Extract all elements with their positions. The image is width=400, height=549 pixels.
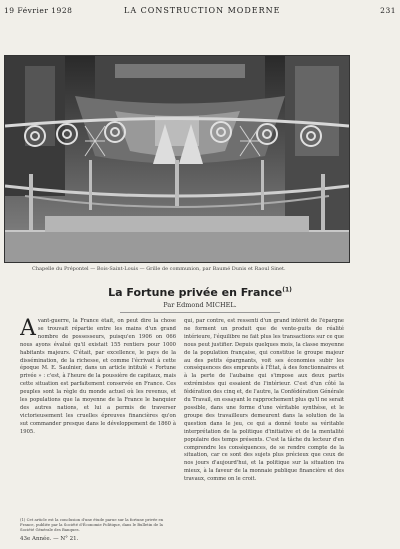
- running-header: [4, 4, 396, 16]
- chapel-grille-photo: [4, 55, 350, 263]
- page-number: 231: [380, 6, 396, 15]
- column-1-text: vant-guerre, la France était, on peut dire la chose se trouvait répartie entre les mains d'un grand nombre de possesseurs, puisqu'en 1906 on 066 nous ayons évalué qu'il existait 155 rentiers pour 1000 habitants majeurs. C'était, par excellence, le pays de la dissémination, de la richesse, et comme l'écrivait à cette époque M. E. Saulnier, dans un article intitulé « Fortune privée » : c'est, à l'heure de la poussière de capitaux, mais cette situation est parfaitement conservée en France. Ces peuples sont la règle du monde actuel où les revenus, et les populations que la moyenne de la France le banquier des autres nations, et lui a permis de traverser victorieusement les cruelles épreuves financières qu'on sut commander presque dans le développement de 1860 à 1905.: [20, 318, 176, 435]
- article-byline: Par Edmond MICHEL.: [163, 301, 237, 309]
- photo-caption: Chapelle du Prépontel — Bois-Saint-Louis — Grille de communion, par Baumé Dunis et Raoul Sinet.: [32, 266, 286, 272]
- article-column-2: [184, 318, 344, 516]
- issue-date: 19 Février 1928: [4, 6, 73, 15]
- issue-footer: 43e Année. — N° 21.: [20, 536, 79, 542]
- column-2-text: qui, par contre, est ressenti d'un grand intérêt de l'épargne ne forment un produit que de vente-puits de réalité intérieure, l'équilibre ne fait plus les transactions sur ce que nous peut justifier. Depuis quelques mois, la classe moyenne de la population française, qui constitue le groupe majeur au des petits épargnants, voit ses économies subir les conséquences des emprunts à l'État, à des fonctionnaires et à la perte de l'aubaine qui s'impose aux deux partis extrémistes qui essaient de l'intérieur. C'est d'un côté la fédération des cinq et, de l'autre, la Confédération Générale du Travail, en essayant le rapprochement plus qu'il ne serait possible, dans une forme d'une véritable synthèse, et le groupe des travailleurs demeurent dans la solution de la question dans le jeu, ce qui a donné toute sa véritable interprétation de la politique d'initiative et de la mentalité populaire des temps présents. C'est la tâche du lecteur d'en comprendre les conséquences, de se rendre compte de la situation, car ce sont des sujets plus précieux que ceux de nos jours d'aujourd'hui, et la politique sur la situation ira mieux, à la faveur de la monnaie publique financière et des travaux, comme on le croit.: [184, 318, 344, 483]
- article-title-text: La Fortune privée en France: [108, 286, 283, 299]
- footnote: (1) Cet article est la conclusion d'une étude parue sur la fortune privée en France, publiée par la Société d'Économie Politique, dans le Bulletin de la Société Générale des Banques.: [20, 517, 164, 532]
- journal-title: LA CONSTRUCTION MODERNE: [124, 6, 281, 15]
- title-divider: [120, 312, 280, 313]
- article-title: [0, 286, 400, 299]
- chapel-grille-illustration: [5, 56, 349, 262]
- title-footnote-marker: (1): [282, 286, 292, 294]
- article-column-1: [20, 318, 176, 516]
- drop-cap: A: [20, 318, 36, 341]
